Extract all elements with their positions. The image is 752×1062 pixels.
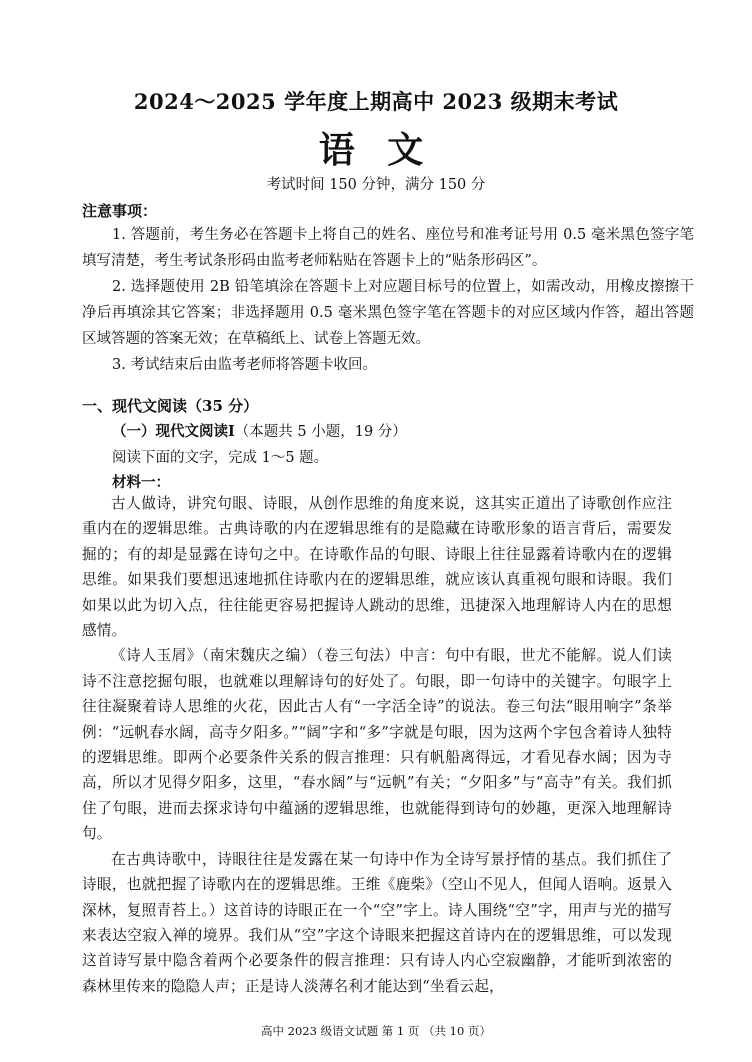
section-heading: 一、现代文阅读（35 分） (82, 397, 259, 415)
notice-list (82, 222, 694, 378)
reading-instruction: 阅读下面的文字，完成 1～5 题。 (112, 450, 329, 466)
material-paragraph: 在古典诗歌中，诗眼往往是发露在某一句诗中作为全诗写景抒情的基点。我们抓住了诗眼，也就把握了诗歌内在的逻辑思维。王维《鹿柴》（空山不见人，但闻人语响。返景入深林，复照青苔上。）这首诗的诗眼正在一个“空”字上。诗人围绕“空”字，用声与光的描写来表达空寂入禅的境界。我们从“空”字这个诗眼来把握这首诗内在的逻辑思维，可以发现这首诗写景中隐含着两个必要条件的假言推理：只有诗人内心空寂幽静，才能听到浓密的森林里传来的隐隐人声；正是诗人淡薄名利才能达到“坐看云起， (82, 850, 672, 995)
material-paragraph: 《诗人玉屑》（南宋魏庆之编）（卷三句法）中言：句中有眼，世尤不能解。说人们读诗不注意挖掘句眼，也就难以理解诗句的好处了。句眼，即一句诗中的关键字。句眼字上往往凝聚着诗人思维的火花，因此古人有“一字活全诗”的说法。卷三句法“眼用响字”条举例：“远帆春水阔，高寺夕阳多。”“阔”字和“多”字就是句眼，因为这两个字包含着诗人独特的逻辑思维。即两个必要条件关系的假言推理：只有帆船离得远，才看见春水阔；因为寺高，所以才见得夕阳多，这里，“春水阔”与“远帆”有关；“夕阳多”与“高寺”有关。我们抓住了句眼，进而去探求诗句中蕴涵的逻辑思维，也就能得到诗句的妙趣，更深入地理解诗句。 (82, 647, 672, 843)
notice-item-1: 1. 答题前，考生务必在答题卡上将自己的姓名、座位号和准考证号用 0.5 毫米黑色签字笔填写清楚，考生考试条形码由监考老师粘贴在答题卡上的“贴条形码区”。 (82, 227, 694, 269)
page-footer: 高中 2023 级语文试题 第 1 页 （共 10 页） (261, 1024, 491, 1038)
exam-title: 2024～2025 学年度上期高中 2023 级期末考试 (133, 89, 619, 114)
subsection-heading (112, 420, 407, 441)
notice-heading: 注意事项： (82, 202, 158, 220)
exam-time-info: 考试时间 150 分钟，满分 150 分 (266, 177, 486, 193)
notice-item-3: 3. 考试结束后由监考老师将答题卡收回。 (112, 357, 377, 373)
material-label: 材料一： (112, 474, 170, 491)
material-paragraph: 古人做诗，讲究句眼、诗眼，从创作思维的角度来说，这其实正道出了诗歌创作应注重内在的逻辑思维。古典诗歌的内在逻辑思维有的是隐藏在诗歌形象的语言背后，需要发掘的；有的却是显露在诗句之中。在诗歌作品的句眼、诗眼上往往显露着诗歌内在的逻辑思维。如果我们要想迅速地抓住诗歌内在的逻辑思维，就应该认真重视句眼和诗眼。我们如果以此为切入点，往往能更容易把握诗人跳动的思维，迅捷深入地理解诗人内在的思想感情。 (82, 495, 672, 640)
subsection-title: （一）现代文阅读Ⅰ (112, 423, 235, 440)
subject-title: 语 文 (318, 129, 434, 171)
subsection-note: （本题共 5 小题，19 分） (234, 424, 407, 440)
notice-item-2: 2. 选择题使用 2B 铅笔填涂在答题卡上对应题目标号的位置上，如需改动，用橡皮擦擦干净后再填涂其它答案；非选择题用 0.5 毫米黑色签字笔在答题卡的对应区域内作答，超出答题区域答题的答案无效；在草稿纸上、试卷上答题无效。 (82, 279, 694, 347)
material-body (82, 491, 672, 999)
